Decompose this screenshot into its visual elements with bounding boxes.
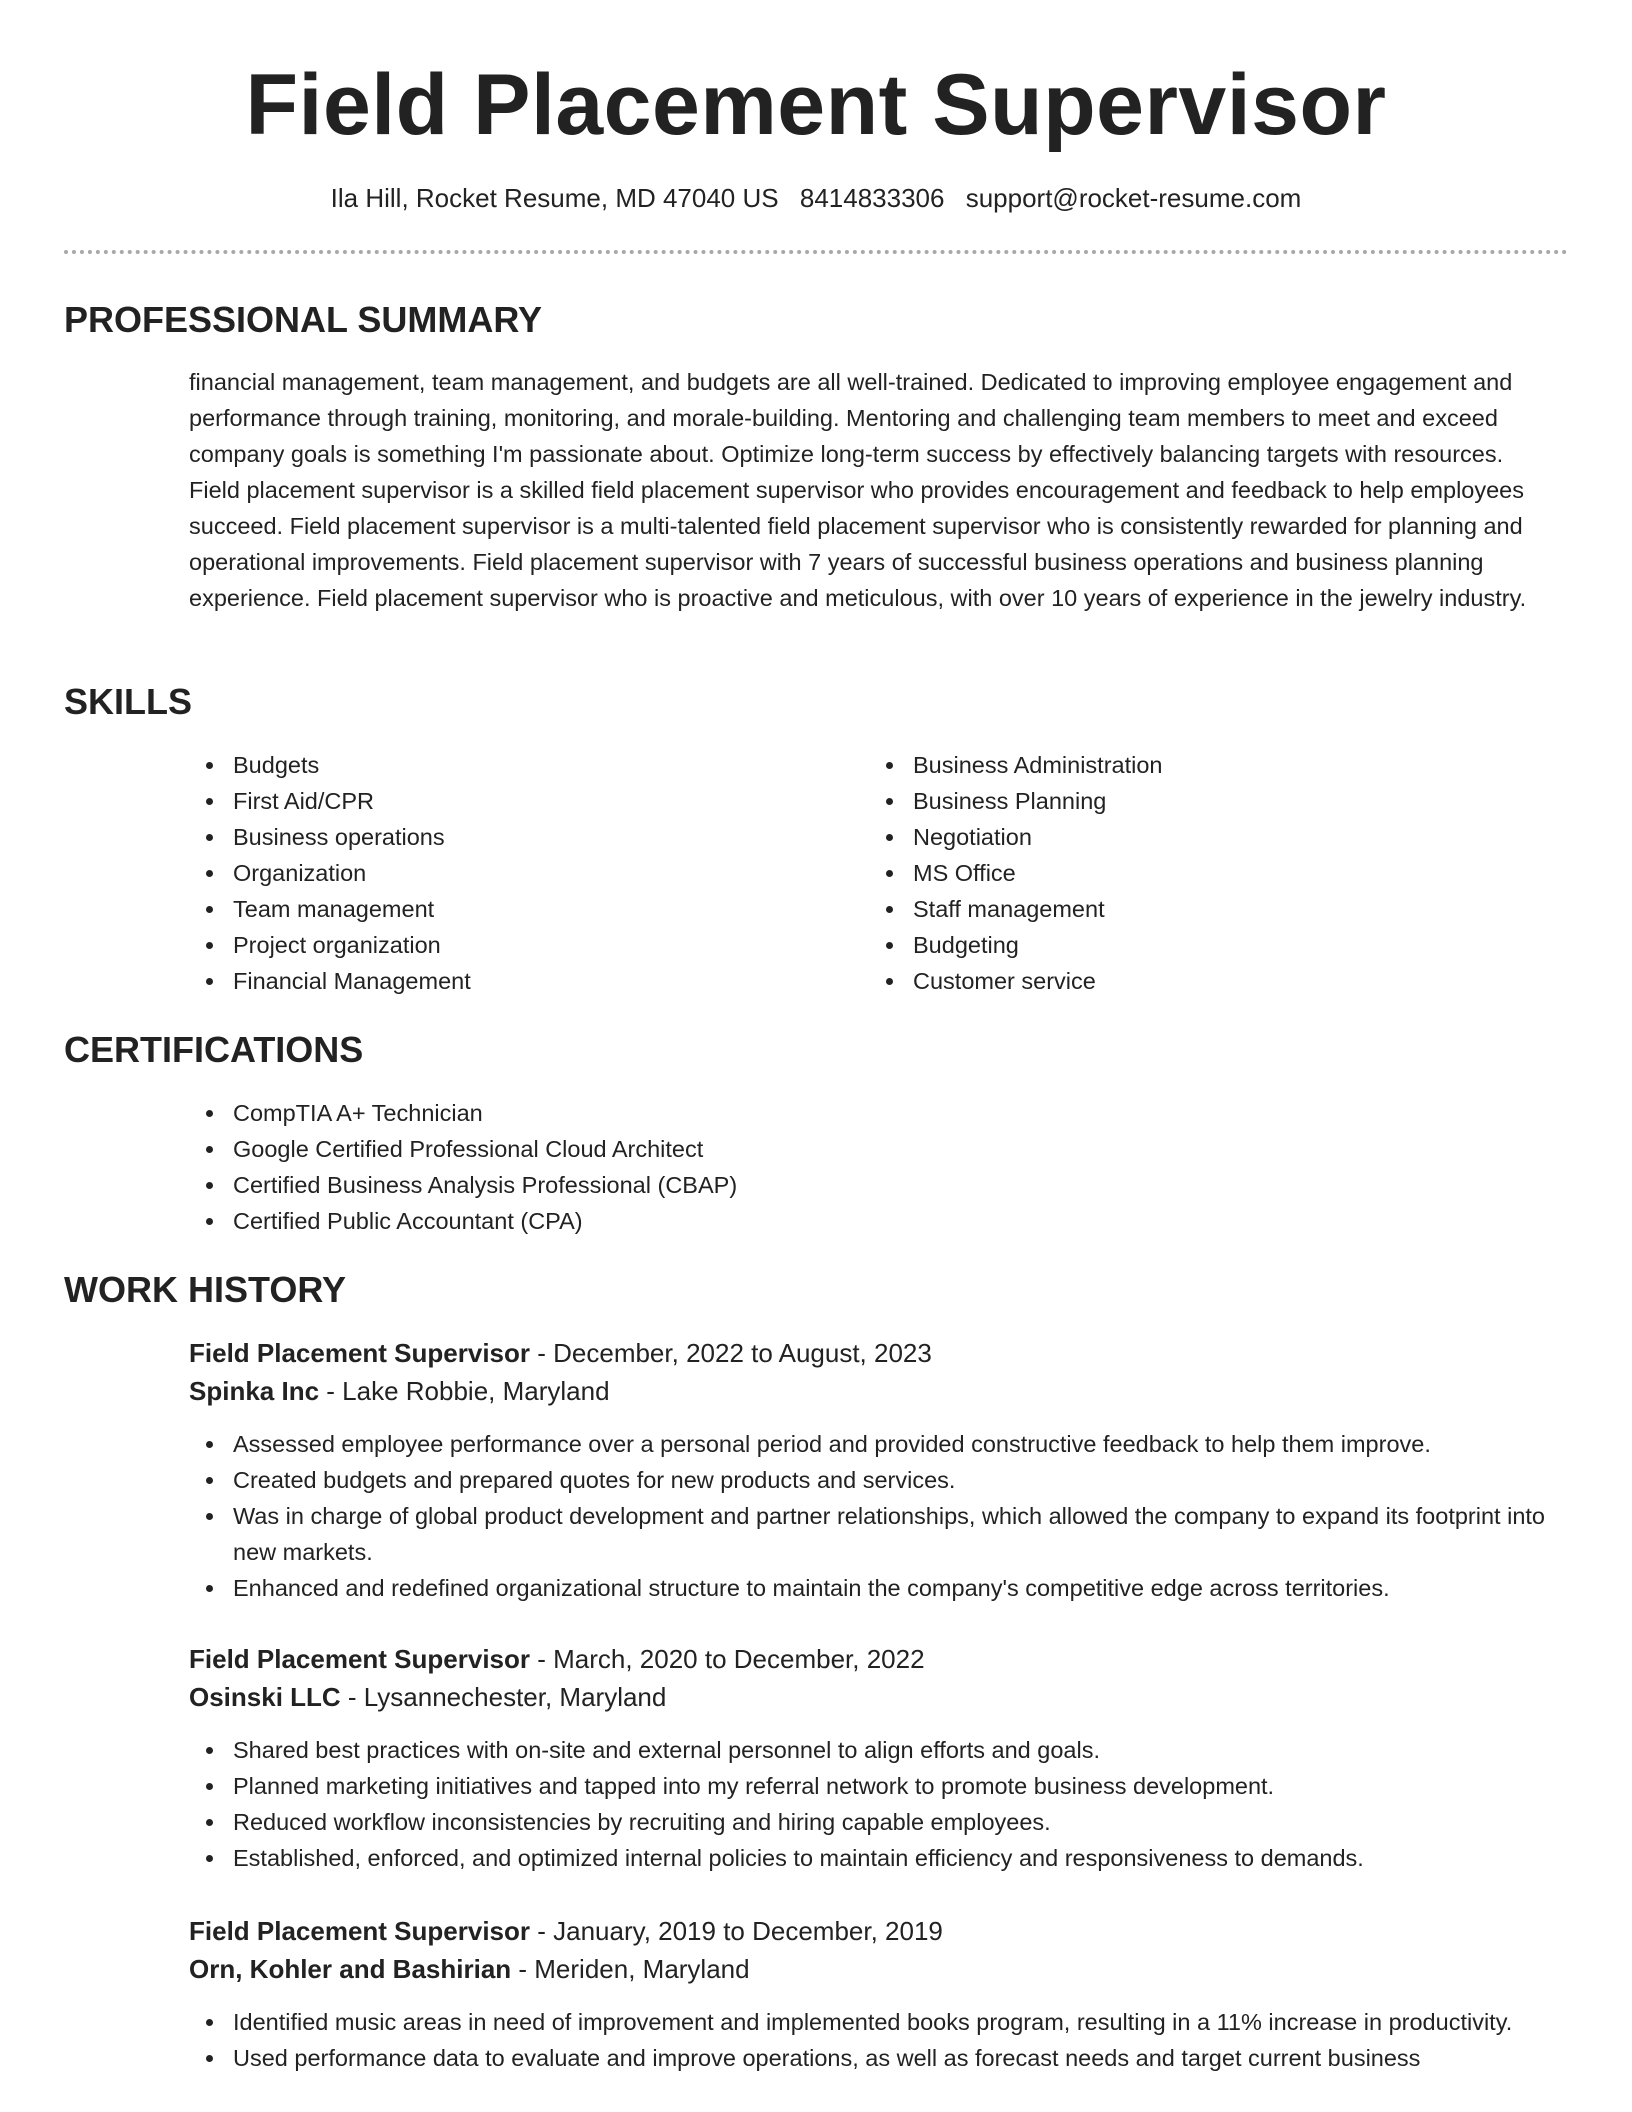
skill-item: MS Office bbox=[869, 855, 1509, 891]
certification-item: CompTIA A+ Technician bbox=[189, 1095, 1559, 1131]
skill-item: Business operations bbox=[189, 819, 829, 855]
job-location: - Meriden, Maryland bbox=[511, 1954, 750, 1984]
skill-item: Negotiation bbox=[869, 819, 1509, 855]
job-bullets bbox=[189, 1426, 1559, 1606]
job-location: - Lysannechester, Maryland bbox=[340, 1682, 667, 1712]
job-title: Field Placement Supervisor bbox=[189, 1338, 531, 1368]
certifications-list-wrap bbox=[189, 1095, 1559, 1239]
certification-item: Certified Public Accountant (CPA) bbox=[189, 1203, 1559, 1239]
header-divider bbox=[64, 250, 1568, 254]
skill-item: Organization bbox=[189, 855, 829, 891]
job-entry bbox=[189, 1334, 1559, 1606]
resume-title: Field Placement Supervisor bbox=[245, 57, 1387, 153]
job-company-line bbox=[189, 1372, 1559, 1410]
certifications-heading: CERTIFICATIONS bbox=[64, 1029, 364, 1070]
job-company: Orn, Kohler and Bashirian bbox=[189, 1954, 512, 1984]
job-bullet: Identified music areas in need of improvement and implemented books program, resulting in a 11% increase in productivity. bbox=[189, 2004, 1559, 2040]
skill-item: Financial Management bbox=[189, 963, 829, 999]
skill-item: Customer service bbox=[869, 963, 1509, 999]
job-company: Spinka Inc bbox=[189, 1376, 320, 1406]
job-title-line bbox=[189, 1912, 1559, 1950]
contact-line bbox=[0, 180, 1632, 216]
skill-item: Budgets bbox=[189, 747, 829, 783]
skill-item: Business Administration bbox=[869, 747, 1509, 783]
job-bullet: Shared best practices with on-site and external personnel to align efforts and goals. bbox=[189, 1732, 1559, 1768]
job-company-line bbox=[189, 1678, 1559, 1716]
job-bullet: Assessed employee performance over a personal period and provided constructive feedback to help them improve. bbox=[189, 1426, 1559, 1462]
job-title: Field Placement Supervisor bbox=[189, 1644, 531, 1674]
skills-heading: SKILLS bbox=[64, 681, 193, 722]
certification-item: Google Certified Professional Cloud Architect bbox=[189, 1131, 1559, 1167]
skill-item: First Aid/CPR bbox=[189, 783, 829, 819]
job-company-line bbox=[189, 1950, 1559, 1988]
skill-item: Budgeting bbox=[869, 927, 1509, 963]
job-title: Field Placement Supervisor bbox=[189, 1916, 531, 1946]
job-bullets bbox=[189, 2004, 1559, 2076]
job-company: Osinski LLC bbox=[189, 1682, 341, 1712]
skills-column-left bbox=[189, 747, 829, 999]
certifications-list bbox=[189, 1095, 1559, 1239]
certification-item: Certified Business Analysis Professional (CBAP) bbox=[189, 1167, 1559, 1203]
contact-phone: 8414833306 bbox=[799, 183, 945, 213]
skills-column-right bbox=[869, 747, 1509, 999]
job-dates: - December, 2022 to August, 2023 bbox=[530, 1338, 932, 1368]
work-history-heading: WORK HISTORY bbox=[64, 1269, 347, 1310]
contact-email: support@rocket-resume.com bbox=[965, 183, 1302, 213]
job-title-line bbox=[189, 1640, 1559, 1678]
job-bullet: Established, enforced, and optimized internal policies to maintain efficiency and responsiveness to demands. bbox=[189, 1840, 1559, 1876]
job-bullet: Was in charge of global product development and partner relationships, which allowed the company to expand its footprint into new markets. bbox=[189, 1498, 1559, 1570]
job-bullet: Planned marketing initiatives and tapped into my referral network to promote business development. bbox=[189, 1768, 1559, 1804]
job-bullet: Used performance data to evaluate and improve operations, as well as forecast needs and target current business bbox=[189, 2040, 1559, 2076]
job-dates: - January, 2019 to December, 2019 bbox=[530, 1916, 943, 1946]
skill-item: Team management bbox=[189, 891, 829, 927]
job-entry bbox=[189, 1912, 1559, 2076]
job-title-line bbox=[189, 1334, 1559, 1372]
summary-heading: PROFESSIONAL SUMMARY bbox=[64, 299, 543, 340]
job-bullet: Enhanced and redefined organizational structure to maintain the company's competitive edge across territories. bbox=[189, 1570, 1559, 1606]
job-bullets bbox=[189, 1732, 1559, 1876]
skills-list-left bbox=[189, 747, 829, 999]
skill-item: Project organization bbox=[189, 927, 829, 963]
contact-address: Ila Hill, Rocket Resume, MD 47040 US bbox=[330, 183, 779, 213]
job-entry bbox=[189, 1640, 1559, 1876]
job-bullet: Created budgets and prepared quotes for new products and services. bbox=[189, 1462, 1559, 1498]
skill-item: Staff management bbox=[869, 891, 1509, 927]
summary-text: financial management, team management, and budgets are all well-trained. Dedicated to improving employee engagement and performance through training, monitoring, and morale-building. Mentoring and challenging team members to meet and exceed company goals is something I'm passionate about. Optimize long-term success by effectively balancing targets with resources. Field placement supervisor is a skilled field placement supervisor who provides encouragement and feedback to help employees succeed. Field placement supervisor is a multi-talented field placement supervisor who is consistently rewarded for planning and operational improvements. Field placement supervisor with 7 years of successful business operations and business planning experience. Field placement supervisor who is proactive and meticulous, with over 10 years of experience in the jewelry industry. bbox=[189, 369, 1527, 611]
job-dates: - March, 2020 to December, 2022 bbox=[530, 1644, 925, 1674]
skills-list-right bbox=[869, 747, 1509, 999]
job-bullet: Reduced workflow inconsistencies by recruiting and hiring capable employees. bbox=[189, 1804, 1559, 1840]
job-location: - Lake Robbie, Maryland bbox=[319, 1376, 610, 1406]
skill-item: Business Planning bbox=[869, 783, 1509, 819]
